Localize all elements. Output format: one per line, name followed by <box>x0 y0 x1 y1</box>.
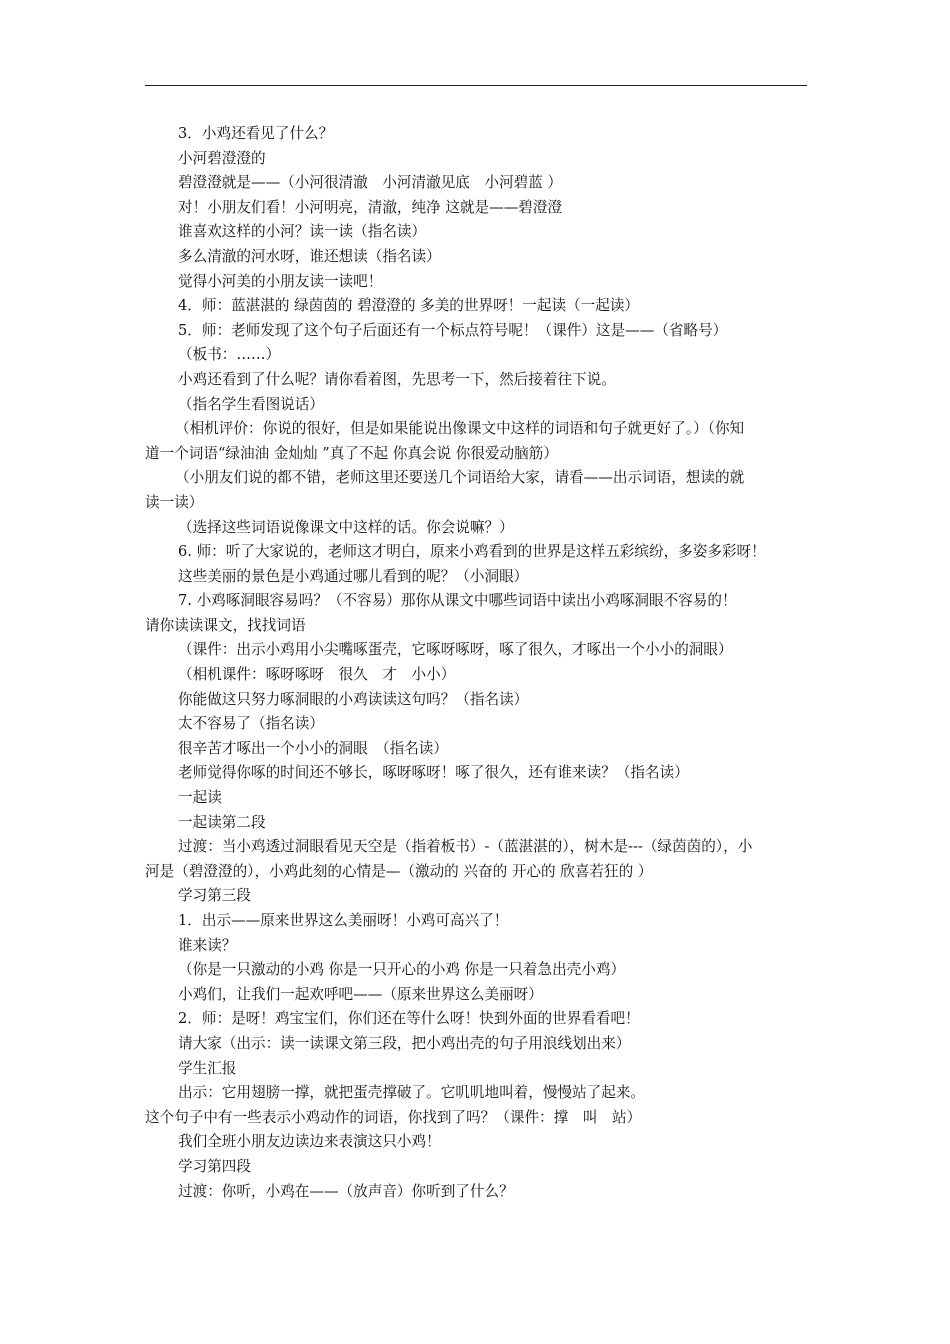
text-line: 小河碧澄澄的 <box>178 149 266 167</box>
text-line: 碧澄澄就是——（小河很清澈 小河清澈见底 小河碧蓝 ） <box>178 174 563 192</box>
text-line: （选择这些词语说像课文中这样的话。你会说嘛？） <box>178 518 514 536</box>
text-line: 7. 小鸡啄洞眼容易吗？（不容易）那你从课文中哪些词语中读出小鸡啄洞眼不容易的！ <box>178 592 737 610</box>
text-line: 谁喜欢这样的小河？读一读（指名读） <box>178 223 427 241</box>
document-body <box>145 122 810 1204</box>
text-line: 学习第四段 <box>178 1157 251 1175</box>
text-line: 我们全班小朋友边读边来表演这只小鸡！ <box>178 1133 441 1151</box>
text-line: 一起读 <box>178 789 222 807</box>
text-line: 请你读读课文，找找词语 <box>145 616 306 634</box>
text-line: 过渡：当小鸡透过洞眼看见天空是（指着板书）-（蓝湛湛的），树木是---（绿茵茵的），小 <box>178 838 753 856</box>
text-line: 5．师：老师发现了这个句子后面还有一个标点符号呢！（课件）这是——（省略号） <box>178 321 728 339</box>
text-line: 谁来读？ <box>178 936 237 954</box>
text-line: （指名学生看图说话） <box>178 395 324 413</box>
text-line: 请大家（出示：读一读课文第三段，把小鸡出壳的句子用浪线划出来） <box>178 1034 631 1052</box>
text-line: 小鸡们，让我们一起欢呼吧——（原来世界这么美丽呀） <box>178 985 543 1003</box>
text-line: 过渡：你听，小鸡在——（放声音）你听到了什么？ <box>178 1182 514 1200</box>
text-line: 小鸡还看到了什么呢？请你看着图，先思考一下，然后接着往下说。 <box>178 370 616 388</box>
text-line: （小朋友们说的都不错，老师这里还要送几个词语给大家，请看——出示词语，想读的就 <box>175 469 745 487</box>
text-line: （相机课件：啄呀啄呀 很久 才 小小） <box>178 666 456 684</box>
text-line: 出示：它用翅膀一撑，就把蛋壳撑破了。它叽叽地叫着，慢慢站了起来。 <box>178 1084 646 1102</box>
text-line: 这个句子中有一些表示小鸡动作的词语，你找到了吗？（课件：撑 叫 站） <box>145 1108 642 1126</box>
text-line: 1．出示——原来世界这么美丽呀！小鸡可高兴了！ <box>178 912 509 929</box>
text-line: 2．师：是呀！鸡宝宝们，你们还在等什么呀！快到外面的世界看看吧！ <box>178 1010 640 1028</box>
text-line: 读一读） <box>145 493 204 511</box>
text-line: 6. 师：听了大家说的，老师这才明白，原来小鸡看到的世界是这样五彩缤纷，多姿多彩呀！ <box>178 543 766 561</box>
text-line: 太不容易了（指名读） <box>178 715 324 733</box>
text-line: 4．师：蓝湛湛的 绿茵茵的 碧澄澄的 多美的世界呀！一起读（一起读） <box>178 297 640 315</box>
text-line: （课件：出示小鸡用小尖嘴啄蛋壳，它啄呀啄呀，啄了很久，才啄出一个小小的洞眼） <box>178 641 733 659</box>
header-rule <box>145 85 807 86</box>
text-line: 多么清澈的河水呀，谁还想读（指名读） <box>178 247 441 265</box>
text-line: 觉得小河美的小朋友读一读吧！ <box>178 272 383 290</box>
text-line: 河是（碧澄澄的），小鸡此刻的心情是—（激动的 兴奋的 开心的 欣喜若狂的 ） <box>145 862 653 880</box>
text-line: 一起读第二段 <box>178 813 266 831</box>
text-line: 学生汇报 <box>178 1059 237 1077</box>
text-line: （相机评价：你说的很好，但是如果能说出像课文中这样的词语和句子就更好了。）（你知 <box>175 420 745 438</box>
text-line: 你能做这只努力啄洞眼的小鸡读读这句吗？（指名读） <box>178 690 529 708</box>
text-line: 这些美丽的景色是小鸡通过哪儿看到的呢？（小洞眼） <box>178 567 529 585</box>
text-line: （板书：……） <box>178 346 281 364</box>
text-line: 对！小朋友们看！小河明亮，清澈，纯净 这就是——碧澄澄 <box>178 198 563 216</box>
text-line: 道一个词语“绿油油 金灿灿 ”真了不起 你真会说 你很爱动脑筋） <box>145 444 558 462</box>
text-line: 学习第三段 <box>178 887 251 905</box>
text-line: 老师觉得你啄的时间还不够长，啄呀啄呀！啄了很久，还有谁来读？（指名读） <box>178 764 689 782</box>
text-line: 很辛苦才啄出一个小小的洞眼 （指名读） <box>178 739 448 757</box>
text-line: （你是一只激动的小鸡 你是一只开心的小鸡 你是一只着急出壳小鸡） <box>178 961 626 979</box>
text-line: 3．小鸡还看见了什么？ <box>178 125 334 142</box>
